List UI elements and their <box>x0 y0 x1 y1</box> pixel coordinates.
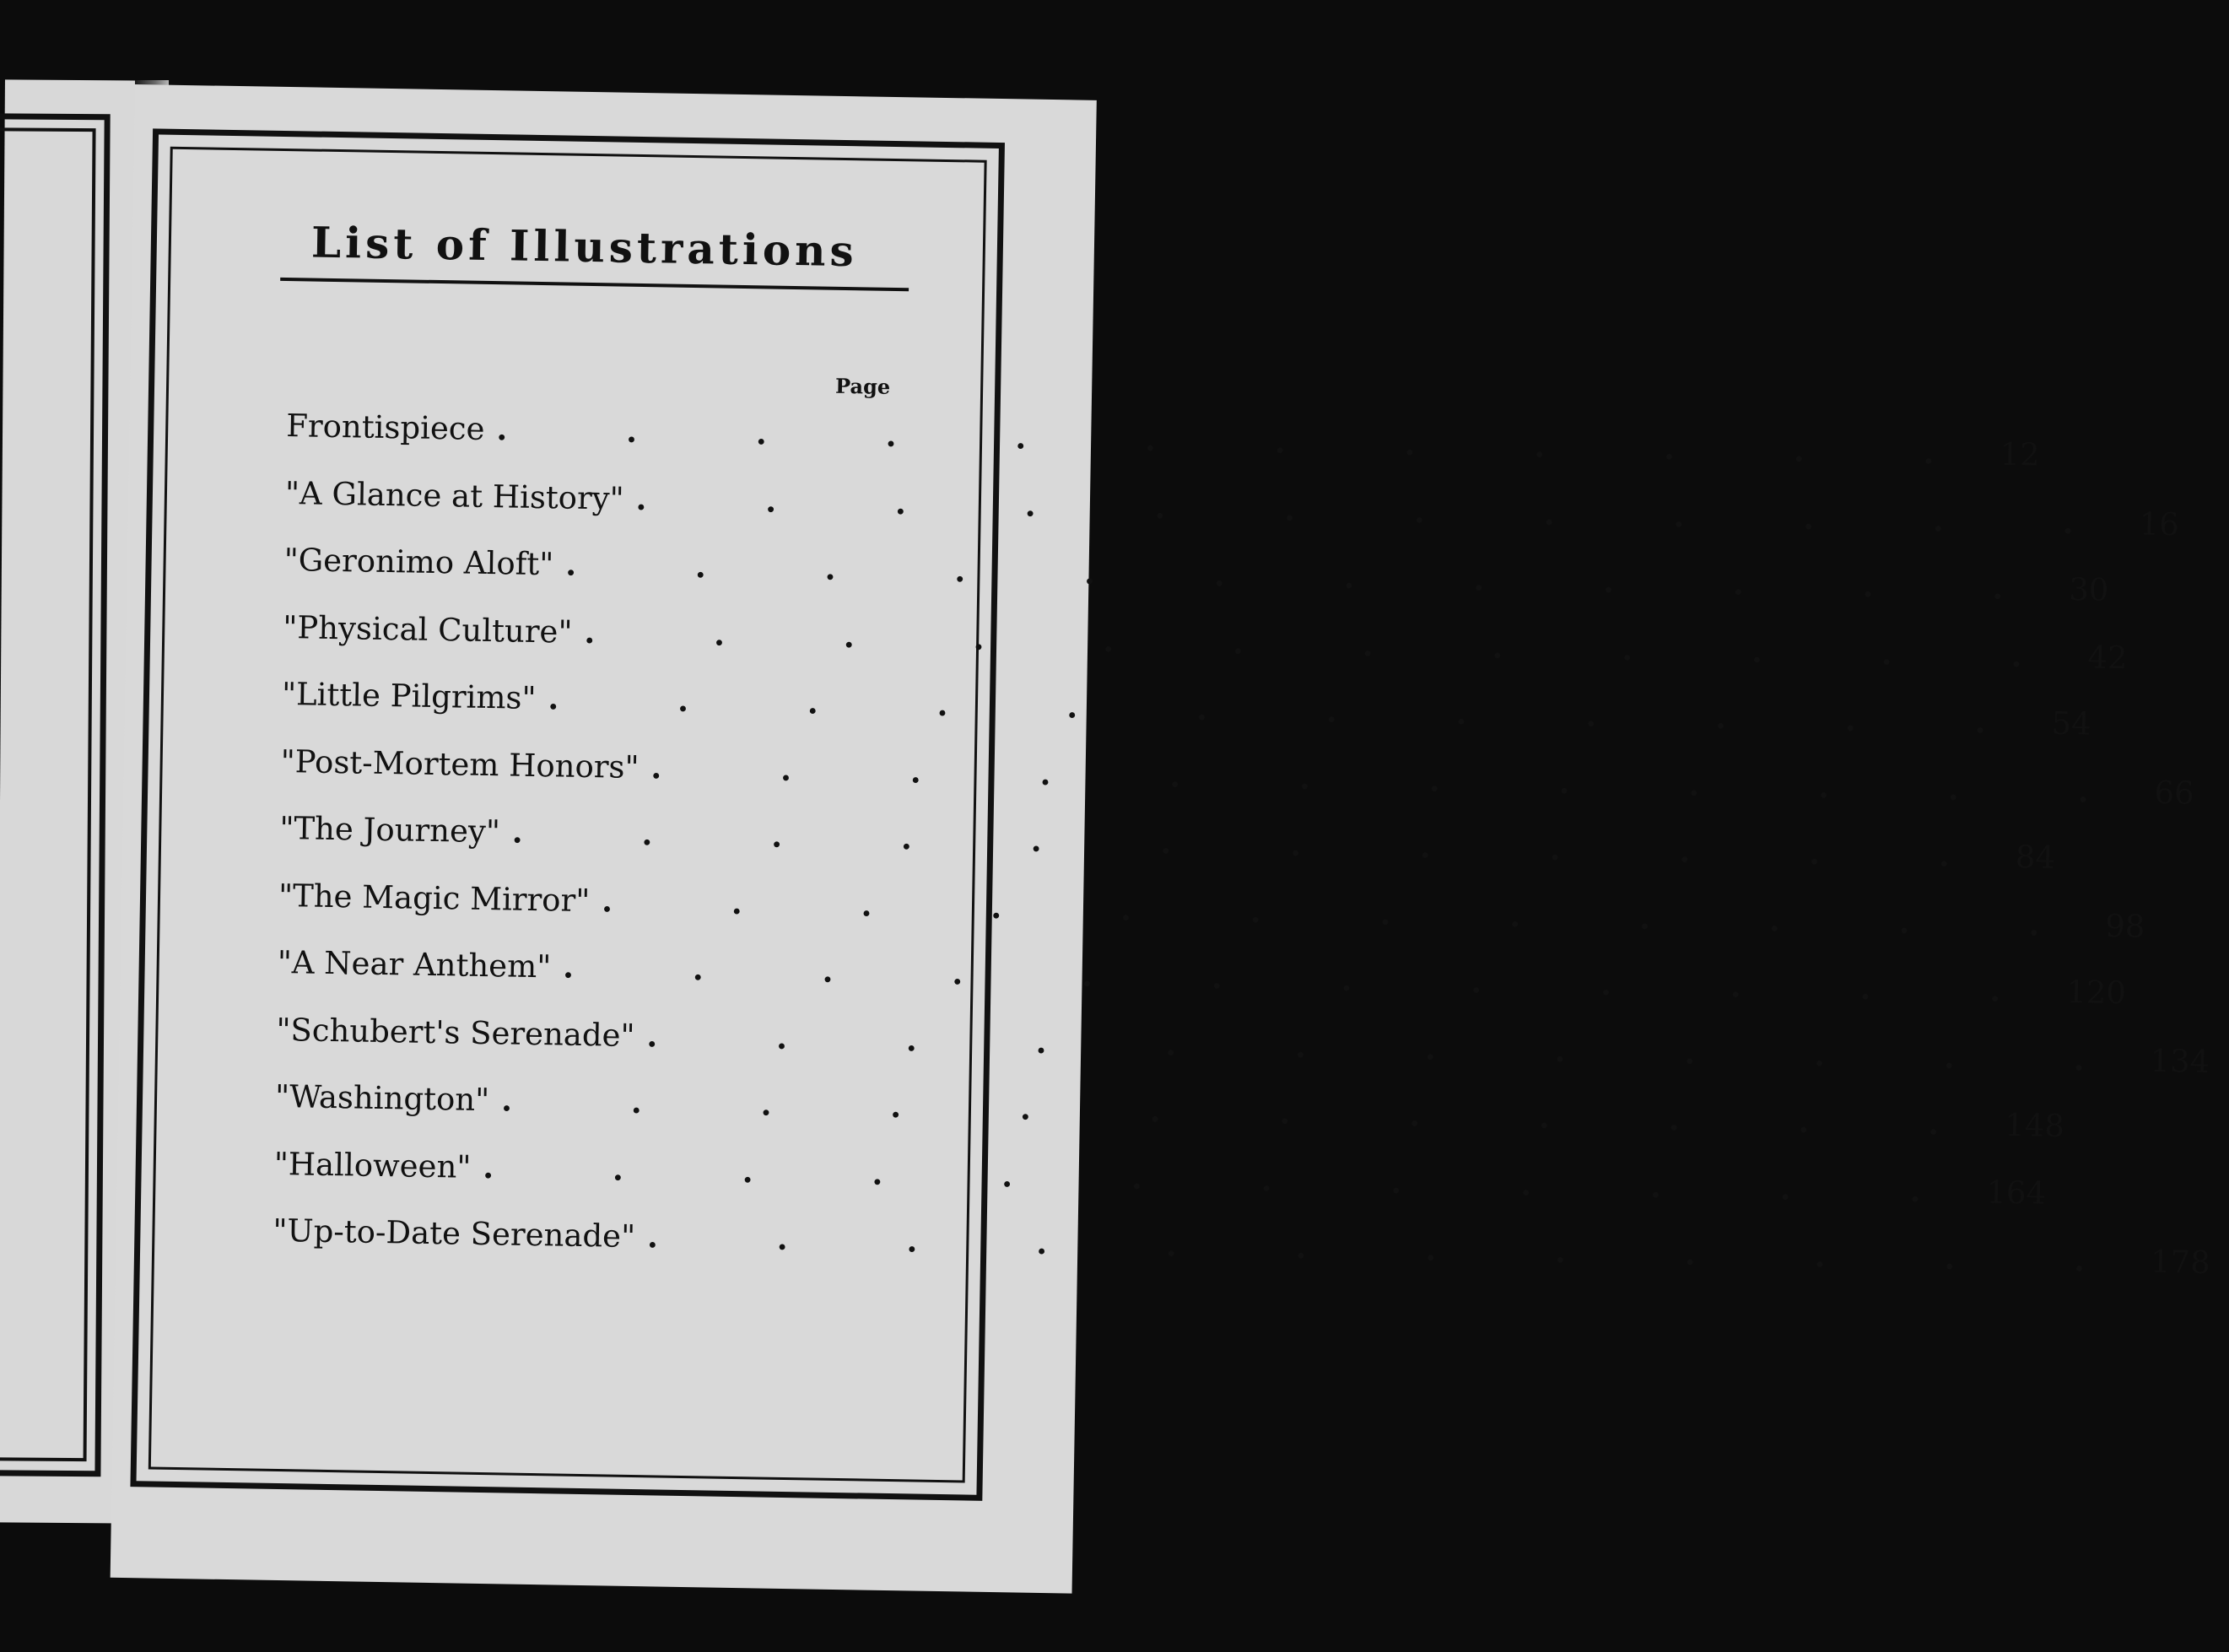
list-item <box>280 742 2195 819</box>
book-page <box>111 84 2211 1594</box>
entry-title: "The Magic Mirror" <box>278 877 591 919</box>
list-item <box>276 1010 2210 1088</box>
entry-title: "Physical Culture" <box>283 608 573 651</box>
entry-page-number: 134 <box>2150 1042 2210 1080</box>
dot-leader: . . . . . . . . . . . . <box>548 679 2040 742</box>
list-item <box>274 1077 2065 1155</box>
page-frame-outer <box>130 128 2211 1501</box>
list-item <box>278 876 2145 953</box>
entry-page-number: 16 <box>2139 505 2180 543</box>
page-content <box>255 208 2211 1281</box>
entry-page-number: 42 <box>2087 638 2128 676</box>
dot-leader: . . . . . . . . . . . . <box>564 545 2058 607</box>
entry-title: "Schubert's Serenade" <box>276 1011 635 1054</box>
dot-leader: . . . . . . . . . . . . <box>496 410 1989 472</box>
list-item <box>284 474 2180 552</box>
entry-title: "Post-Mortem Honors" <box>280 742 640 786</box>
dot-leader: . . . . . . . . . . . . <box>511 813 2005 875</box>
dot-leader: . . . . . . . . . . . . <box>562 947 2055 1010</box>
entry-page-number: 148 <box>2004 1106 2065 1145</box>
entry-page-number: 120 <box>2065 974 2127 1012</box>
list-item <box>283 541 2109 618</box>
entry-title: "The Journey" <box>279 809 501 850</box>
entry-title: "Little Pilgrims" <box>281 675 537 716</box>
dot-leader: . . . . . . . . . . . . <box>483 1147 1975 1210</box>
entry-title: "A Glance at History" <box>284 474 625 517</box>
entry-page-number: 54 <box>2051 705 2091 742</box>
list-item <box>285 407 2040 484</box>
entry-title: "Up-to-Date Serenade" <box>273 1212 636 1255</box>
entry-page-number: 66 <box>2154 774 2195 812</box>
entry-title: Frontispiece <box>285 408 485 447</box>
dot-leader: . . . . . . . . . . . . <box>646 1016 2139 1079</box>
illustrations-list <box>273 407 2211 1289</box>
page-title: List of Illustrations <box>310 217 859 277</box>
list-item <box>273 1212 2211 1289</box>
page-frame-inner <box>148 147 2211 1483</box>
dot-leader: . . . . . . . . . . . . <box>650 748 2143 811</box>
page-column-header: Page <box>834 373 891 399</box>
dot-leader: . . . . . . . . . . . . <box>601 881 2094 944</box>
list-item <box>282 607 2128 685</box>
entry-page-number: 12 <box>2000 435 2040 473</box>
dot-leader: . . . . . . . . . . . . <box>584 613 2076 675</box>
list-item <box>278 809 2056 887</box>
entry-title: "Washington" <box>274 1077 490 1119</box>
list-item <box>273 1144 2047 1222</box>
entry-page-number: 84 <box>2015 839 2056 876</box>
dot-leader: . . . . . . . . . . . . <box>646 1217 2140 1280</box>
entry-page-number: 164 <box>1986 1174 2047 1212</box>
entry-page-number: 178 <box>2150 1243 2211 1281</box>
list-item <box>277 943 2127 1021</box>
entry-title: "Halloween" <box>273 1145 472 1185</box>
dot-leader: . . . . . . . . . . . . <box>635 479 2129 542</box>
entry-title: "A Near Anthem" <box>277 943 552 985</box>
list-item <box>281 675 2091 753</box>
dot-leader: . . . . . . . . . . . . <box>500 1081 1994 1143</box>
facing-page-border-inner <box>0 127 96 1461</box>
entry-title: "Geronimo Aloft" <box>283 542 554 583</box>
entry-page-number: 30 <box>2068 571 2109 608</box>
entry-page-number: 98 <box>2104 907 2145 945</box>
